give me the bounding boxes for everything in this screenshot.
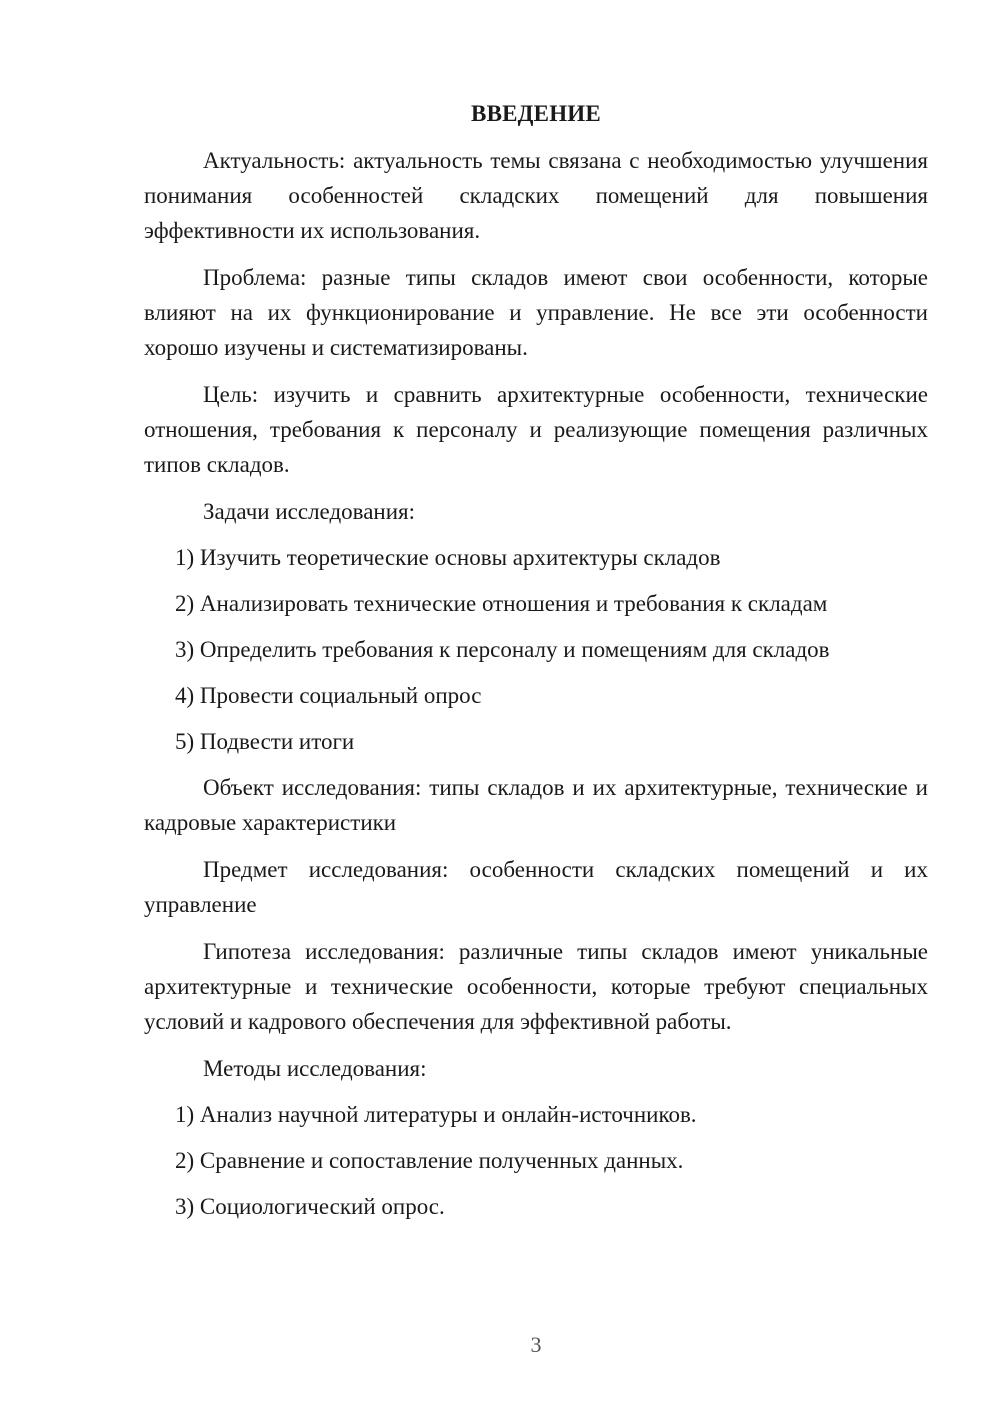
section-heading: ВВЕДЕНИЕ: [471, 101, 601, 126]
task-item: 1) Изучить теоретические основы архитектуры складов: [175, 545, 721, 570]
document-body: [144, 96, 928, 1235]
tasks-title: Задачи исследования:: [203, 499, 416, 524]
object-paragraph: Объект исследования: типы складов и их архитектурные, технические и кадровые характеристики: [144, 775, 928, 835]
task-item: 4) Провести социальный опрос: [175, 683, 482, 708]
relevance-paragraph: Актуальность: актуальность темы связана с необходимостью улучшения понимания особенностей складских помещений для повышения эффективности их использования.: [144, 148, 928, 243]
goal-paragraph: Цель: изучить и сравнить архитектурные особенности, технические отношения, требования к персоналу и реализующие помещения различных типов складов.: [144, 382, 928, 477]
subject-paragraph: Предмет исследования: особенности складских помещений и их управление: [144, 857, 928, 917]
task-item: 5) Подвести итоги: [175, 729, 355, 754]
method-item: 1) Анализ научной литературы и онлайн-источников.: [175, 1102, 697, 1127]
hypothesis-paragraph: Гипотеза исследования: различные типы складов имеют уникальные архитектурные и технические особенности, которые требуют специальных условий и кадрового обеспечения для эффективной работы.: [144, 939, 928, 1034]
methods-title: Методы исследования:: [203, 1056, 427, 1081]
method-item: 2) Сравнение и сопоставление полученных данных.: [175, 1148, 684, 1173]
page-number: 3: [530, 1332, 542, 1357]
task-item: 2) Анализировать технические отношения и требования к складам: [175, 591, 828, 616]
method-item: 3) Социологический опрос.: [175, 1194, 445, 1219]
task-item: 3) Определить требования к персоналу и помещениям для складов: [175, 637, 830, 662]
problem-paragraph: Проблема: разные типы складов имеют свои особенности, которые влияют на их функционирование и управление. Не все эти особенности хорошо изучены и систематизированы.: [144, 265, 928, 360]
